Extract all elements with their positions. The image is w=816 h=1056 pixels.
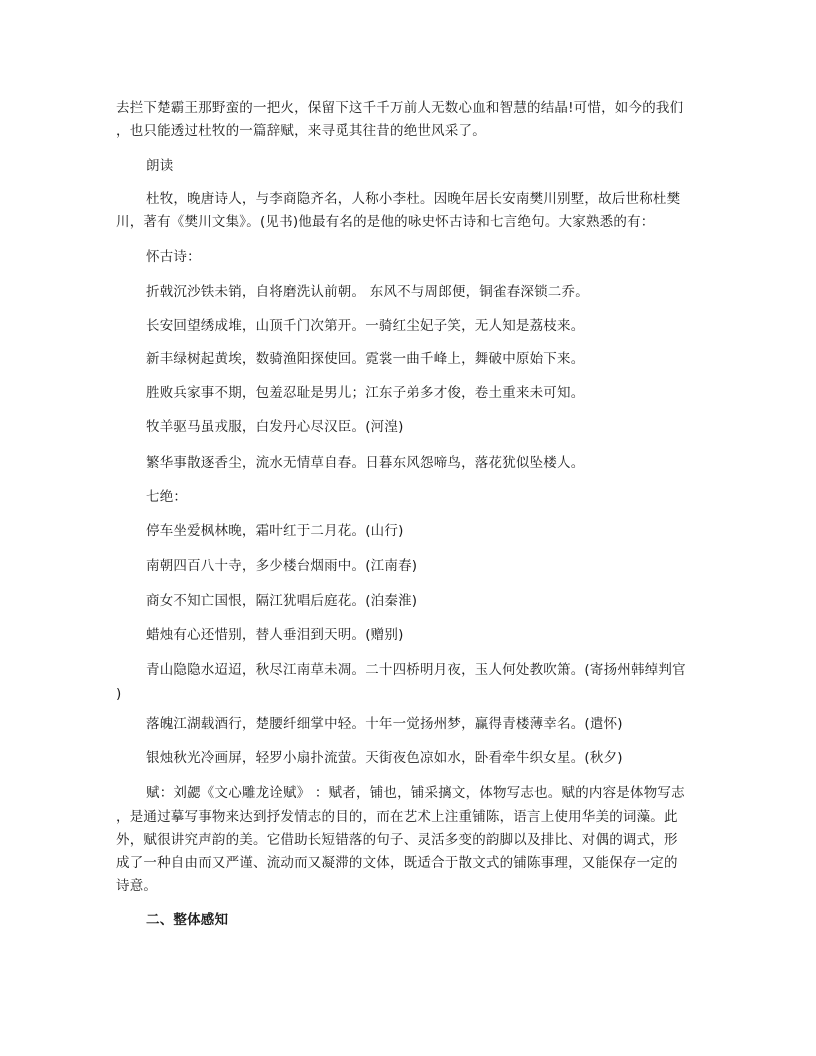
fu-definition-line-2: ，是通过摹写事物来达到抒发情志的目的，而在艺术上注重铺陈，语言上使用华美的词藻。此 xyxy=(116,809,678,825)
quatrain-poem: 蜡烛有心还惜别，替人垂泪到天明。(赠别) xyxy=(146,627,404,643)
quatrain-poem: 商女不知亡国恨，隔江犹唱后庭花。(泊秦淮) xyxy=(146,593,418,609)
nostalgia-poem: 胜败兵家事不期，包羞忍耻是男儿；江东子弟多才俊，卷土重来未可知。 xyxy=(146,385,585,401)
bio-line-1: 杜牧，晚唐诗人，与李商隐齐名，人称小李杜。因晚年居长安南樊川别墅，故后世称杜樊 xyxy=(146,191,681,207)
quatrain-poem: 南朝四百八十寺，多少楼台烟雨中。(江南春) xyxy=(146,558,418,574)
nostalgia-poem: 牧羊驱马虽戎服，白发丹心尽汉臣。(河湟) xyxy=(146,419,404,435)
quatrain-poem: 银烛秋光冷画屏，轻罗小扇扑流萤。天街夜色凉如水，卧看牵牛织女星。(秋夕) xyxy=(146,750,623,766)
quatrain-poem: 落魄江湖载酒行，楚腰纤细掌中轻。十年一觉扬州梦，赢得青楼薄幸名。(遣怀) xyxy=(146,716,623,732)
intro-line-2: ，也只能透过杜牧的一篇辞赋，来寻觅其往昔的绝世风采了。 xyxy=(116,123,486,139)
fu-definition-line-5: 诗意。 xyxy=(116,878,158,894)
nostalgia-poem: 折戟沉沙铁未销，自将磨洗认前朝。 东风不与周郎便，铜雀春深锁二乔。 xyxy=(146,284,589,300)
yangzhou-poem-line-1: 青山隐隐水迢迢，秋尽江南草未凋。二十四桥明月夜，玉人何处教吹箫。(寄扬州韩绰判官 xyxy=(146,662,686,678)
fu-definition-line-3: 外，赋很讲究声韵的美。它借助长短错落的句子、灵活多变的韵脚以及排比、对偶的调式，形 xyxy=(116,832,678,848)
nostalgia-poem: 繁华事散逐香尘，流水无情草自春。日暮东风怨啼鸟，落花犹似坠楼人。 xyxy=(146,455,585,471)
yangzhou-poem-line-2: ) xyxy=(116,686,122,702)
nostalgia-poem: 新丰绿树起黄埃，数骑渔阳探使回。霓裳一曲千峰上，舞破中原始下来。 xyxy=(146,351,585,367)
fu-definition-line-1: 赋：刘勰《文心雕龙诠赋》 ：赋者，铺也，铺采摛文，体物写志也。赋的内容是体物写志 xyxy=(146,785,685,801)
bio-line-2: 川，著有《樊川文集》。(见书)他最有名的是他的咏史怀古诗和七言绝句。大家熟悉的有： xyxy=(116,214,655,230)
intro-line-1: 去拦下楚霸王那野蛮的一把火，保留下这千千万前人无数心血和智慧的结晶!可惜，如今的我们 xyxy=(116,100,684,116)
reading-label: 朗读 xyxy=(146,158,174,174)
section-heading: 二、整体感知 xyxy=(146,912,229,928)
nostalgia-poem: 长安回望绣成堆，山顶千门次第开。一骑红尘妃子笑，无人知是荔枝来。 xyxy=(146,318,585,334)
nostalgia-label: 怀古诗： xyxy=(146,249,201,265)
quatrain-label: 七绝： xyxy=(146,489,188,505)
quatrain-poem: 停车坐爱枫林晚，霜叶红于二月花。(山行) xyxy=(146,523,404,539)
fu-definition-line-4: 成了一种自由而又严谨、流动而又凝滞的文体，既适合于散文式的铺陈事理，又能保存一定的 xyxy=(116,855,678,871)
